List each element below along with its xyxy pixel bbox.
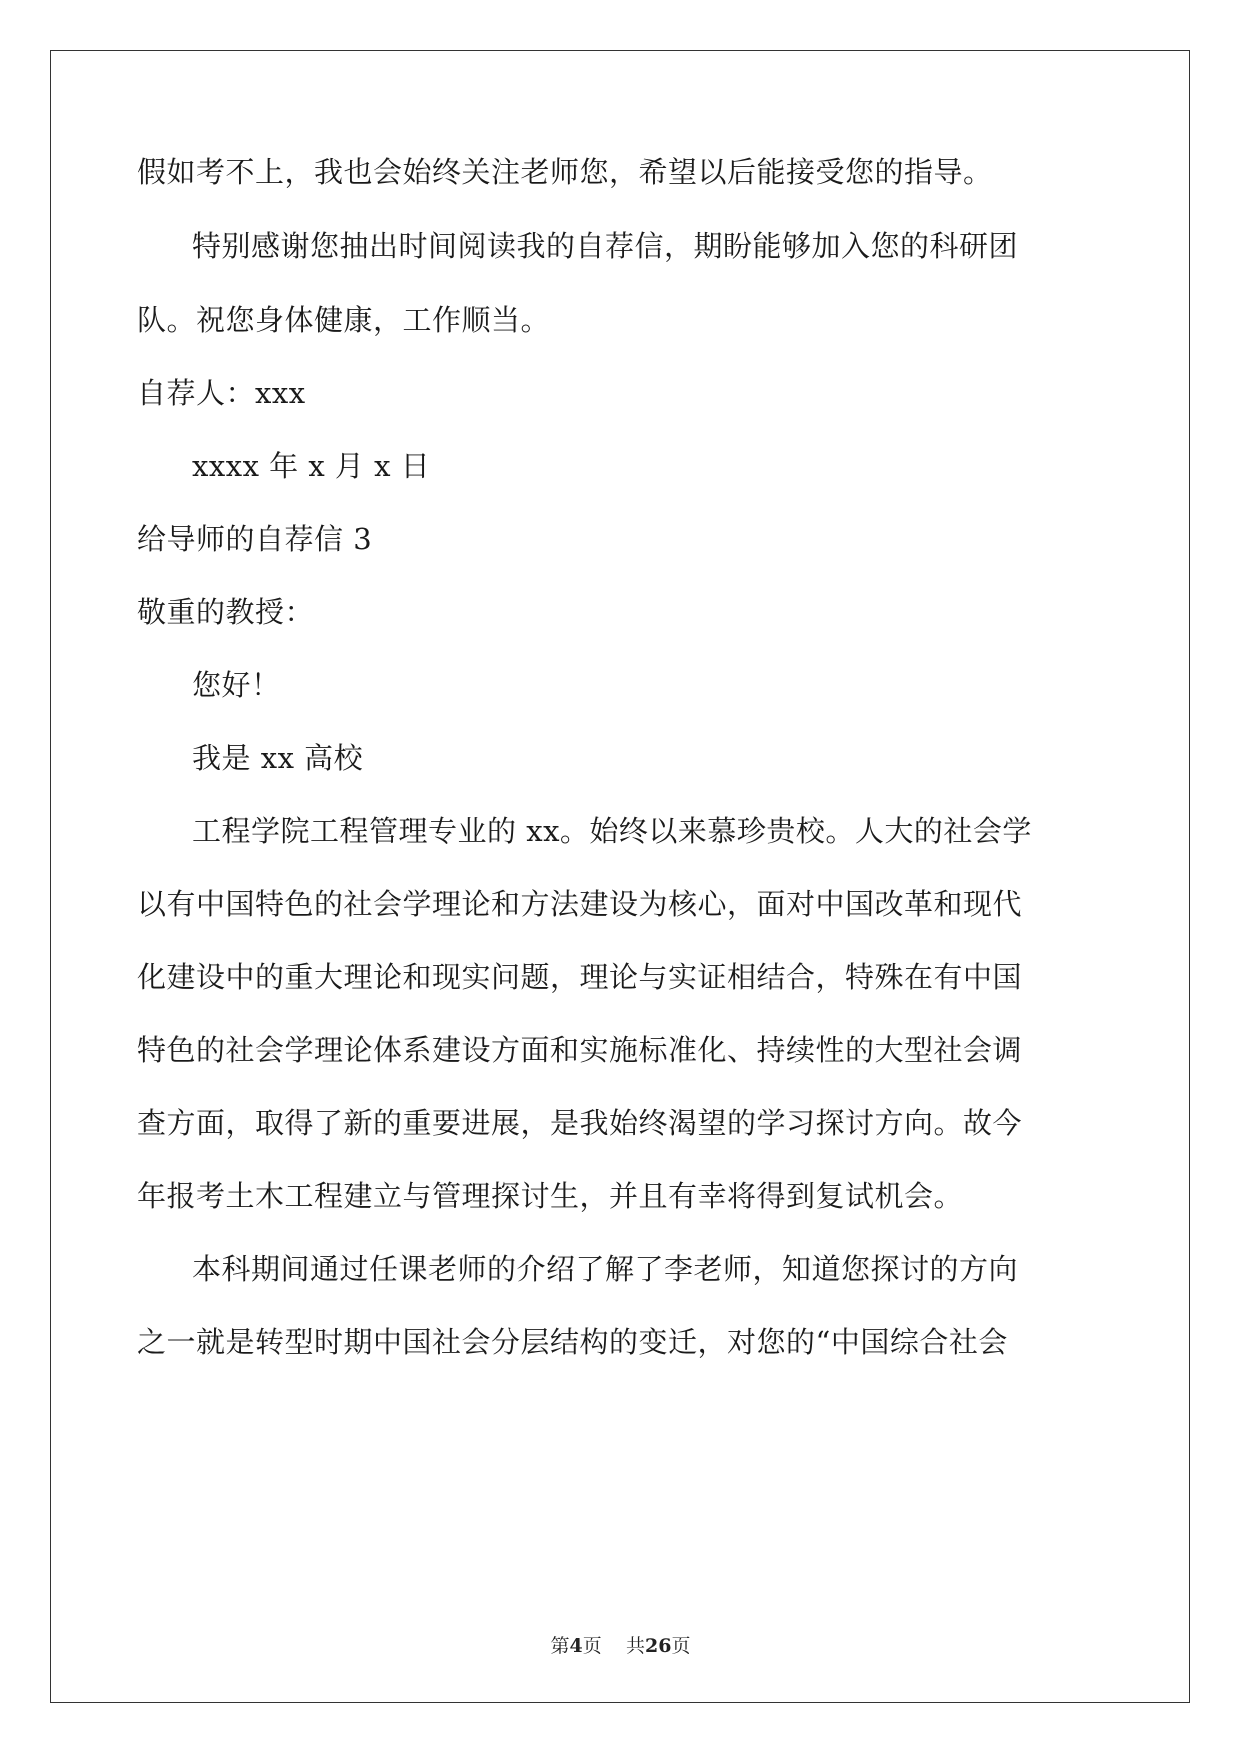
total-suffix: 页 — [671, 1635, 691, 1657]
greeting: 您好！ — [192, 668, 281, 702]
paragraph-line: 假如考不上，我也会始终关注老师您，希望以后能接受您的指导。 — [137, 155, 993, 189]
page-border — [50, 50, 1190, 1703]
paragraph-line: 我是 xx 高校 — [192, 741, 364, 775]
page-suffix: 页 — [582, 1635, 602, 1657]
paragraph-line: 查方面，取得了新的重要进展，是我始终渴望的学习探讨方向。故今 — [137, 1106, 1023, 1140]
date-line: xxxx 年 x 月 x 日 — [192, 449, 431, 483]
paragraph-line: 工程学院工程管理专业的 xx。始终以来慕珍贵校。人大的社会学 — [192, 814, 1032, 848]
paragraph-line: 化建设中的重大理论和现实问题，理论与实证相结合，特殊在有中国 — [137, 960, 1023, 994]
paragraph-line: 队。祝您身体健康，工作顺当。 — [137, 303, 551, 337]
paragraph-line: 以有中国特色的社会学理论和方法建设为核心，面对中国改革和现代 — [137, 887, 1023, 921]
paragraph-line: 特色的社会学理论体系建设方面和实施标准化、持续性的大型社会调 — [137, 1033, 1023, 1067]
page-number: 4 — [569, 1635, 583, 1657]
signature-line: 自荐人：xxx — [137, 376, 306, 410]
page-footer — [0, 1634, 1241, 1658]
total-pages: 26 — [644, 1635, 672, 1657]
page-prefix: 第 — [550, 1635, 570, 1657]
paragraph-line: 年报考土木工程建立与管理探讨生，并且有幸将得到复试机会。 — [137, 1179, 964, 1213]
section-title: 给导师的自荐信 3 — [137, 522, 373, 556]
salutation: 敬重的教授： — [137, 595, 315, 629]
paragraph-line: 特别感谢您抽出时间阅读我的自荐信，期盼能够加入您的科研团 — [192, 229, 1019, 263]
paragraph-line: 本科期间通过任课老师的介绍了解了李老师，知道您探讨的方向 — [192, 1252, 1019, 1286]
paragraph-line: 之一就是转型时期中国社会分层结构的变迁，对您的“中国综合社会 — [137, 1325, 1008, 1359]
total-prefix: 共 — [625, 1635, 645, 1657]
